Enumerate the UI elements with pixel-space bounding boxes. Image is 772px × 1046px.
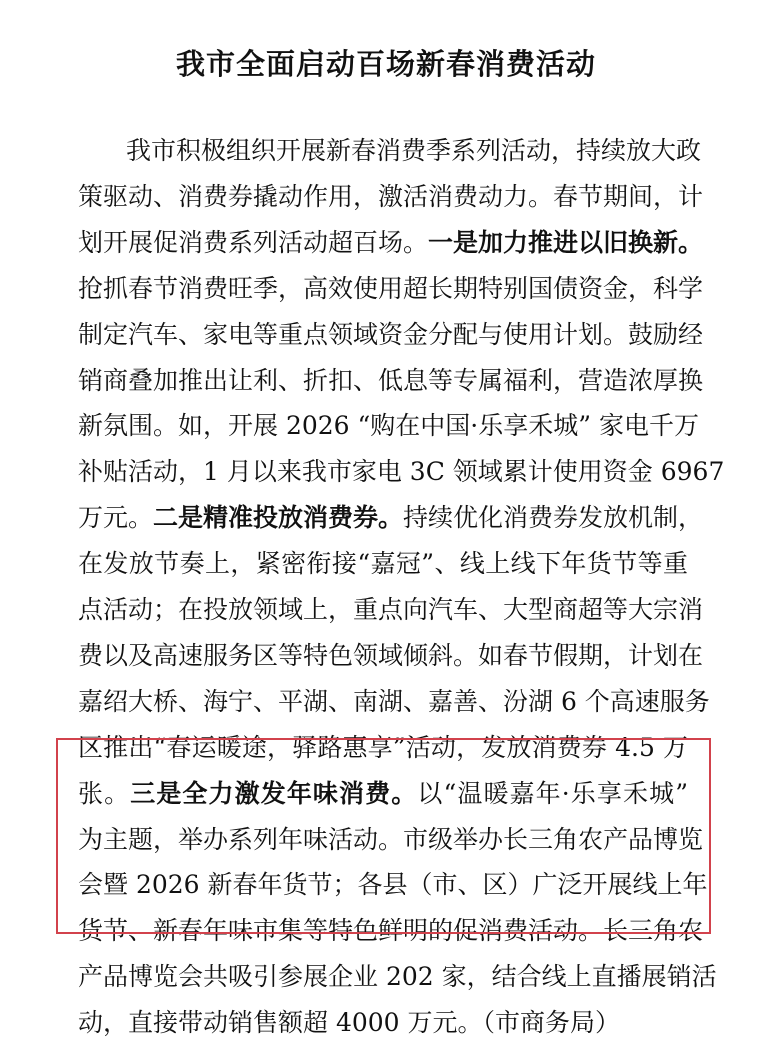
body-text: 持续优化消费券发放机制， — [403, 503, 704, 533]
text-line — [78, 817, 704, 863]
text-line — [78, 679, 710, 725]
body-text: 抢抓春节消费旺季，高效使用超长期特别国债资金，科学 — [78, 273, 704, 303]
body-text: 以“温暖嘉年·乐享禾城” — [417, 778, 688, 808]
text-line — [78, 633, 704, 679]
body-text: 动，直接带动销售额超 4000 万元。（市商务局） — [78, 1008, 621, 1038]
text-line — [78, 312, 704, 358]
text-line — [78, 587, 704, 633]
text-line — [78, 358, 704, 404]
body-text: 产品博览会共吸引参展企业 202 家，结合线上直播展销活 — [78, 962, 717, 992]
body-text: 区推出“春运暖途，驿路惠享”活动，发放消费券 4.5 万 — [78, 732, 688, 762]
text-line — [78, 771, 688, 817]
body-text: 张。 — [78, 778, 131, 808]
body-text: 万元。 — [78, 503, 154, 533]
text-line — [78, 1000, 688, 1046]
text-line — [78, 908, 704, 954]
body-text: 划开展促消费系列活动超百场。 — [78, 227, 429, 257]
text-line — [78, 954, 717, 1000]
text-line — [78, 403, 699, 449]
body-text: 补贴活动，1 月以来我市家电 3C 领域累计使用资金 6967 — [78, 457, 725, 487]
body-text: 策驱动、消费券撬动作用，激活消费动力。春节期间，计 — [78, 181, 704, 211]
bold-heading-text: 二是精准投放消费券。 — [153, 503, 404, 533]
text-line — [78, 541, 688, 587]
text-line — [78, 449, 725, 495]
body-text: 销商叠加推出让利、折扣、低息等专属福利，营造浓厚换 — [78, 365, 704, 395]
text-line — [78, 725, 688, 771]
body-text: 在发放节奏上，紧密衔接“嘉冠”、线上线下年货节等重 — [78, 549, 688, 579]
text-line — [78, 495, 704, 541]
body-text: 新氛围。如，开展 2026 “购在中国·乐享禾城” 家电千万 — [78, 411, 699, 441]
body-text: 嘉绍大桥、海宁、平湖、南湖、嘉善、汾湖 6 个高速服务 — [78, 686, 710, 716]
bold-heading-text: 三是全力激发年味消费。 — [130, 778, 418, 808]
body-text: 为主题，举办系列年味活动。市级举办长三角农产品博览 — [78, 824, 704, 854]
text-line — [78, 862, 708, 908]
body-text: 费以及高速服务区等特色领域倾斜。如春节假期，计划在 — [78, 640, 704, 670]
body-text: 货节、新春年味市集等特色鲜明的促消费活动。长三角农 — [78, 916, 704, 946]
body-text: 我市积极组织开展新春消费季系列活动，持续放大政 — [126, 136, 702, 165]
text-line — [126, 128, 702, 174]
bold-heading-text: 一是加力推进以旧换新。 — [428, 227, 704, 257]
body-text: 点活动；在投放领域上，重点向汽车、大型商超等大宗消 — [78, 595, 704, 624]
text-line — [78, 174, 704, 220]
text-line — [78, 266, 704, 312]
body-text: 制定汽车、家电等重点领域资金分配与使用计划。鼓励经 — [78, 319, 704, 349]
article-title: 我市全面启动百场新春消费活动 — [175, 47, 596, 81]
text-line — [78, 220, 704, 266]
body-text: 会暨 2026 新春年货节；各县（市、区）广泛开展线上年 — [78, 870, 708, 900]
